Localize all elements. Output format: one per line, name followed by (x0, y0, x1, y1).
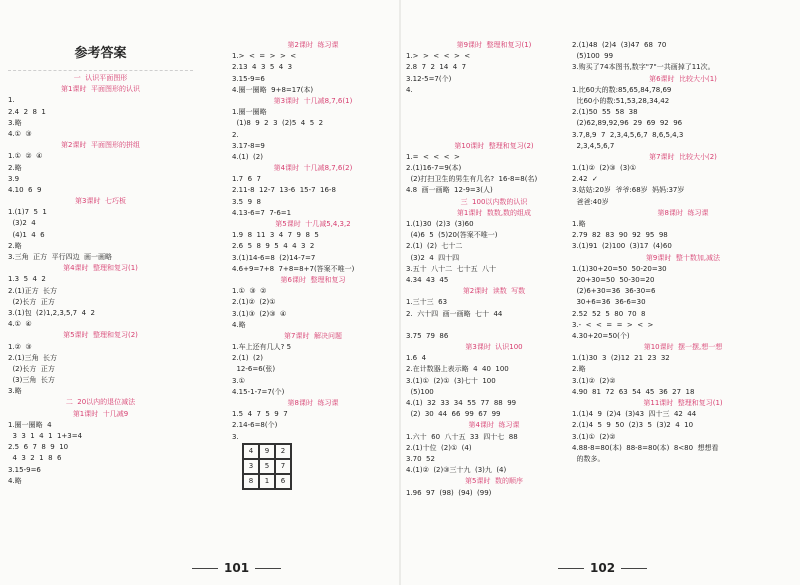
section-heading: 第4课时 练习课 (468, 421, 520, 430)
answer-line: 3.(1)③ (2)③ ④ (232, 309, 287, 318)
answer-line: 2.略 (8, 163, 22, 172)
section-heading: 第7课时 解决问题 (284, 331, 342, 340)
section-heading: 第8课时 练习课 (287, 399, 339, 407)
answer-column-2 (232, 40, 394, 490)
grid-cell: 6 (275, 474, 291, 489)
section-heading: 第1课时 平面图形的认识 (61, 85, 140, 94)
section-heading: 第2课时 练习课 (287, 41, 339, 49)
answer-line: (3)2 4 四十四 (406, 253, 460, 262)
grid-cell: 3 (243, 459, 259, 474)
answer-line: 2.(1)十位 (2)① (4) (406, 443, 472, 452)
answer-line: 1.(1)30 3 (2)12 21 23 32 (572, 354, 670, 363)
section-heading: 二 20以内的退位减法 (65, 398, 136, 407)
answer-line: 3.- < < = = > < > (572, 320, 654, 329)
answer-line: 2.(1) (2) (232, 354, 263, 363)
answer-line: (5)100 (406, 387, 434, 396)
answer-line: 2,3,4,5,6,7 (572, 141, 615, 150)
answer-line: (2)打扫卫生的男生有几名? 16-8=8(名) (406, 175, 538, 184)
answer-line: 1.① ② ④ (8, 152, 43, 161)
answer-line: (2)长方 正方 (8, 297, 55, 306)
answer-line: 4.① ④ (8, 320, 32, 329)
answer-line: 3.(1)① (2)① (3)七十 100 (406, 376, 496, 385)
answer-line: 3.(1)91 (2)100 (3)17 (4)60 (572, 242, 672, 251)
answer-line: 1.96 97 (98) (94) (99) (406, 488, 492, 497)
answer-line: (5)100 99 (572, 52, 614, 61)
answer-line: 4.30+20=50(个) (572, 331, 630, 340)
grid-cell: 4 (243, 444, 259, 459)
answer-line: 3.15-9=6 (232, 74, 265, 83)
answer-line: 2.8 7 2 14 4 7 (406, 63, 467, 72)
answer-line: (4)6 5 (5)20(答案不唯一) (406, 231, 498, 240)
right-page (400, 0, 800, 585)
answer-line: 1.三十三 63 (406, 298, 448, 307)
answer-line: (2)62,89,92,96 29 69 92 96 (572, 119, 683, 128)
answer-line: 2. 六十四 画一画略 七十 44 (406, 309, 503, 318)
answer-line (406, 320, 582, 331)
answer-line: (4)1 4 6 (8, 230, 45, 239)
answer-line: 4.(1) 32 33 34 55 77 88 99 (406, 399, 517, 407)
answer-line: 12-6=6(张) (232, 365, 276, 374)
answer-line: 2.略 (572, 365, 586, 374)
answer-line: 4.(1)② (2)③三十九 (3)九 (4) (406, 466, 507, 475)
answer-line: 4.90 81 72 63 54 45 36 27 18 (572, 387, 695, 396)
section-heading: 第3课时 十几减8,7,6(1) (273, 96, 353, 105)
answer-line: 4.6+9=7+8 7+8=8+7(答案不唯一) (232, 264, 355, 273)
answer-line: (3)三角 长方 (8, 376, 55, 385)
answer-line: 1.= < < < > (406, 152, 460, 161)
answer-line: 1.(1)7 5 1 (8, 208, 47, 217)
answer-line: 30+6=36 36-6=30 (572, 298, 646, 307)
section-heading: 第10课时 整理和复习(2) (454, 141, 534, 150)
answer-line: 的数多。 (572, 454, 605, 463)
answer-column-1 (8, 40, 193, 487)
answer-column-3 (406, 40, 582, 499)
answer-line: 比60小的数:51,53,28,34,42 (572, 96, 670, 105)
answer-line: 1.> > < < > < (406, 52, 471, 61)
section-heading: 第5课时 十几减5,4,3,2 (275, 220, 351, 228)
section-heading: 第5课时 整理和复习(2) (63, 331, 138, 340)
section-heading: 第1课时 数数,数的组成 (456, 208, 532, 217)
page-number-left: 101 (186, 561, 287, 575)
answer-line: 3.姑姑:20岁 爷爷:68岁 妈妈:37岁 (572, 186, 685, 195)
section-heading: 第2课时 读数 写数 (462, 287, 526, 296)
answer-line: 1.6 4 (406, 354, 427, 363)
grid-cell: 2 (275, 444, 291, 459)
answer-line (406, 96, 582, 107)
answer-line: 4.① ③ (8, 129, 32, 138)
answer-line: 2.(1)16-7=9(本) (406, 164, 462, 173)
answer-line: 2.(1)三角 长方 (8, 353, 58, 362)
answer-line: 4.略 (232, 320, 246, 329)
answer-line: 3.三角 正方 平行四边 画一画略 (8, 253, 113, 261)
section-heading: 第2课时 平面图形的拼组 (61, 141, 140, 150)
answer-line (406, 107, 582, 118)
answer-line: 3.五十 八十二 七十五 八十 (406, 264, 497, 273)
answer-line: 2.4 2 8 1 (8, 107, 46, 116)
answer-line: 3.略 (8, 387, 22, 396)
section-heading: 第10课时 摆一摆,想一想 (643, 343, 723, 352)
answer-line: 2.(1)4 5 9 50 (2)3 5 (3)2 4 10 (572, 421, 694, 430)
answer-line: 1.3 5 4 2 (8, 275, 46, 284)
answer-line: 1.(1)30 (2)3 (3)60 (406, 220, 474, 228)
answer-line: 2.(1)② (2)① (232, 298, 276, 307)
answer-line: 3.17-8=9 (232, 141, 265, 150)
answer-line: 4. (406, 85, 413, 94)
answer-line: 1.(1)4 9 (2)4 (3)43 四十三 42 44 (572, 410, 697, 419)
answer-line: 2.略 (8, 241, 22, 250)
grid-cell: 1 (259, 474, 275, 489)
answer-line: 4.略 (8, 476, 22, 485)
answer-line: 4.(1) (2) (232, 152, 263, 161)
answer-line: 2.52 52 5 80 70 8 (572, 309, 646, 318)
section-heading: 第4课时 整理和复习(1) (63, 264, 138, 273)
answer-line: 3.70 52 (406, 454, 435, 463)
answer-line: 1.5 4 7 5 9 7 (232, 410, 288, 419)
answer-line: 1.圈一圈略 (232, 108, 267, 117)
answer-line: 1.② ③ (8, 342, 32, 351)
answer-line: 4.88-8=80(本) 88-8=80(本) 8<80 想想看 (572, 443, 719, 452)
section-heading: 第1课时 十几减9 (72, 409, 129, 418)
answer-line: 2.(1)50 55 58 38 (572, 108, 638, 117)
answer-line: (2) 30 44 66 99 67 99 (406, 410, 501, 419)
answer-line: 1.比60大的数:85,65,84,78,69 (572, 85, 672, 94)
answer-line: 2.79 82 83 90 92 95 98 (572, 231, 668, 240)
answer-line: 2.(1) (2) 七十二 (406, 242, 463, 251)
section-heading: 第6课时 比较大小(1) (649, 74, 717, 83)
section-heading: 第5课时 数的顺序 (465, 477, 523, 486)
answer-line: 4.15-1-7=7(个) (232, 387, 285, 396)
section-heading: 第9课时 整理和复习(1) (456, 41, 532, 49)
answer-line: 1.略 (572, 220, 586, 228)
answer-line: (1)8 9 2 3 (2)5 4 5 2 (232, 119, 324, 128)
section-heading: 第3课时 七巧板 (75, 197, 126, 206)
section-heading: 第7课时 比较大小(2) (649, 152, 717, 161)
answer-line: 2.在计数器上表示略 4 40 100 (406, 365, 509, 374)
answer-line: 2.(1)48 (2)4 (3)47 68 70 (572, 41, 667, 49)
answer-line: 4.8 画一画略 12-9=3(人) (406, 186, 493, 195)
answer-line: 4.13-6=7 7-6=1 (232, 208, 292, 217)
answer-line: 1.圈一圈略 4 (8, 420, 52, 429)
answer-line: 3.12-5=7(个) (406, 74, 452, 83)
answer-line: 3.15-9=6 (8, 465, 41, 474)
answer-line: 4.10 6 9 (8, 185, 42, 194)
magic-square-grid (242, 443, 292, 490)
grid-cell: 5 (259, 459, 275, 474)
answer-line: 3.(1)14-6=8 (2)14-7=7 (232, 253, 316, 262)
answer-line: (2)6+30=36 36-30=6 (572, 287, 656, 296)
section-heading: 第8课时 练习课 (657, 208, 709, 217)
answer-line: 1.六十 60 八十五 33 四十七 88 (406, 432, 518, 441)
answer-line: 1.> < = > > < (232, 52, 297, 61)
answer-line: 3.略 (8, 118, 22, 127)
answer-line: 3.(1)包 (2)1,2,3,5,7 4 2 (8, 308, 95, 317)
page-number-right: 102 (552, 561, 653, 575)
answer-line: 爸爸:40岁 (572, 197, 609, 206)
grid-cell: 8 (243, 474, 259, 489)
answer-line: 3.9 (8, 174, 20, 183)
answer-line: 3 3 1 4 1 1+3=4 (8, 432, 83, 440)
answer-line: 1.(1)30+20=50 50-20=30 (572, 264, 667, 273)
answer-line: 4.圈一圈略 9+8=17(本) (232, 85, 314, 94)
answer-line: 3.5 9 8 (232, 197, 261, 206)
answer-line: 1.7 6 7 (232, 175, 261, 184)
answer-line (406, 118, 582, 129)
answer-line: 1.9 8 11 3 4 7 9 8 5 (232, 231, 319, 240)
section-heading: 三 100以内数的认识 (460, 197, 528, 206)
answer-line: 3.7,8,9 7 2,3,4,5,6,7 8,6,5,4,3 (572, 130, 684, 139)
answer-line: (2)长方 正方 (8, 364, 55, 373)
section-heading: 第11课时 整理和复习(1) (643, 399, 723, 407)
answer-line: 2.13 4 3 5 4 3 (232, 63, 293, 72)
section-heading: 第6课时 整理和复习 (280, 275, 346, 284)
answer-line: 2.11-8 12-7 13-6 15-7 16-8 (232, 186, 336, 195)
answer-line: 3.购买了74本图书,数字"7"一共画掉了11次。 (572, 63, 715, 72)
answer-line: 3.① (232, 376, 245, 385)
section-heading: 一 认识平面图形 (73, 74, 128, 82)
answer-line: 2.42 ✓ (572, 175, 598, 184)
answer-line: (3)2 4 (8, 219, 36, 228)
answer-line: 3. (232, 432, 239, 441)
answer-line: 2.14-6=8(个) (232, 421, 278, 430)
answer-line: 2.5 6 7 8 9 10 (8, 443, 69, 452)
answer-line: 4.34 43 45 (406, 275, 449, 284)
answer-line: 1.(1)② (2)③ (3)① (572, 164, 637, 173)
section-heading: 第4课时 十几减8,7,6(2) (273, 164, 353, 173)
answer-line: 2.(1)正方 长方 (8, 286, 58, 295)
answer-line: 20+30=50 50-30=20 (572, 275, 655, 284)
answer-line (406, 130, 582, 141)
answer-line: 2. (232, 130, 239, 139)
grid-cell: 7 (275, 459, 291, 474)
title-divider (8, 70, 193, 71)
answer-line: 1.① ③ ② (232, 287, 267, 296)
page-title: 参考答案 (74, 46, 127, 61)
answer-line: 1. (8, 96, 15, 105)
answer-line: 4 3 2 1 8 6 (8, 454, 62, 463)
answer-column-4 (572, 40, 794, 465)
section-heading: 第3课时 认识100 (465, 343, 523, 352)
answer-line: 3.75 79 86 (406, 331, 449, 340)
answer-line: 3.(1)② (2)② (572, 376, 616, 385)
answer-line: 2.6 5 8 9 5 4 4 3 2 (232, 242, 315, 251)
grid-cell: 9 (259, 444, 275, 459)
answer-line: 3.(1)① (2)② (572, 432, 616, 441)
answer-line: 1.车上还有几人? 5 (232, 343, 292, 352)
section-heading: 第9课时 整十数加,减法 (645, 253, 721, 262)
